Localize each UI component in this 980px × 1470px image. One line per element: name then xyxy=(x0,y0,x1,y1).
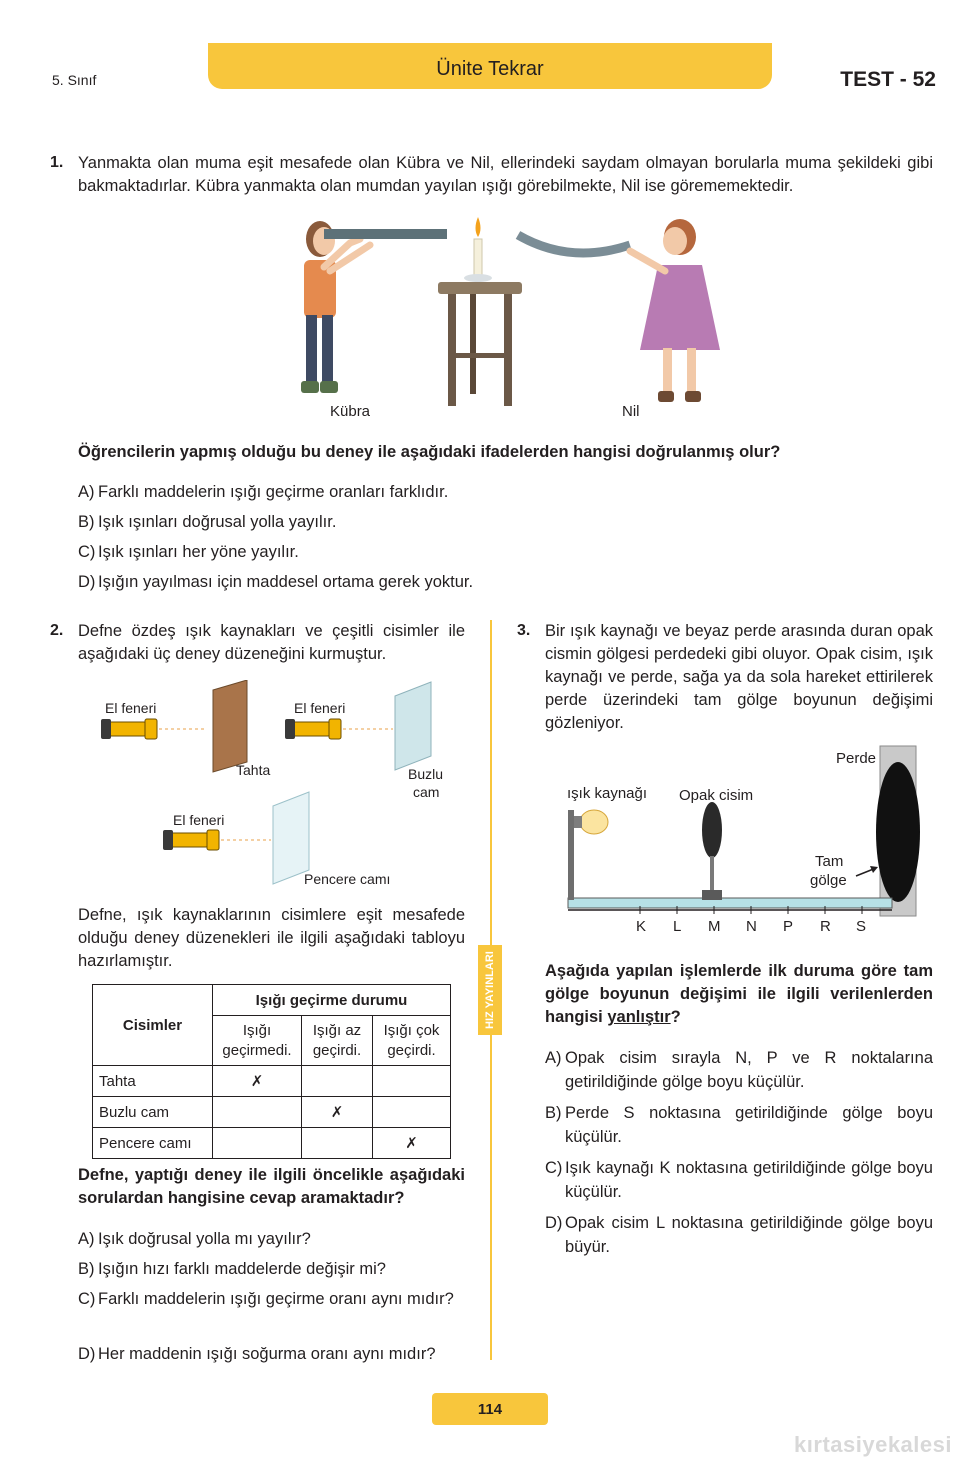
light-source xyxy=(580,810,608,834)
candle-on-stool xyxy=(438,217,522,406)
q2-number: 2. xyxy=(50,622,64,639)
tick-M: M xyxy=(708,918,721,935)
shadow-label-2: gölge xyxy=(810,872,847,889)
q3-option-b[interactable]: B) Perde S noktasına getirildiğinde gölge boyu küçülür. xyxy=(545,1104,933,1146)
screen-label: Perde xyxy=(836,750,877,767)
opaque-object xyxy=(702,802,722,858)
q2-question: Defne, yaptığı deney ile ilgili öncelikle aşağıdaki sorulardan hangisine cevap aramaktadır? xyxy=(78,1166,465,1207)
tick-R: R xyxy=(820,918,831,935)
q1-option-d[interactable]: D) Işığın yayılması için maddesel ortama gerek yoktur. xyxy=(78,573,474,591)
q1-question: Öğrencilerin yapmış olduğu bu deney ile aşağıdaki ifadelerden hangisi doğrulanmış olur? xyxy=(78,443,781,461)
q3-text: Bir ışık kaynağı ve beyaz perde arasında duran opak cismin gölgesi perdedeki gibi oluyor. Opak cisim, ışık kaynağı ve perde, sağa ya da sola hareket ettirilerek perde üzerindeki tam gölge boyunun değişimi gözleniyor. xyxy=(545,622,933,732)
q2-option-d[interactable]: D) Her maddenin ışığı soğurma oranı aynı mıdır? xyxy=(78,1345,436,1363)
source-label: ışık kaynağı xyxy=(567,785,648,802)
shadow-label-1: Tam xyxy=(815,853,844,870)
nil-label: Nil xyxy=(622,403,640,420)
nil-curved-tube xyxy=(518,235,630,253)
nil-illustration xyxy=(630,219,720,402)
rail xyxy=(568,898,892,908)
q3-option-a[interactable]: A) Opak cisim sırayla N, P ve R noktalarına getirildiğinde gölge boyu küçülür. xyxy=(545,1049,933,1091)
q1-number: 1. xyxy=(50,154,64,171)
flashlight-3 xyxy=(163,830,219,850)
full-shadow xyxy=(876,762,920,902)
kubra-illustration xyxy=(301,221,370,393)
tick-N: N xyxy=(746,918,757,935)
q3-option-d[interactable]: D) Opak cisim L noktasına getirildiğinde gölge boyu büyür. xyxy=(545,1214,933,1256)
header-group: Işığı geçirme durumu xyxy=(213,985,451,1016)
kubra-straight-tube xyxy=(324,229,447,239)
tick-K: K xyxy=(636,918,647,935)
flashlight-1-label: El feneri xyxy=(105,700,157,716)
opaque-label: Opak cisim xyxy=(679,787,754,804)
q3-question: Aşağıda yapılan işlemlerde ilk duruma göre tam gölge boyunun değişimi ile ilgili verilenlerden hangisi yanlıştır? xyxy=(545,962,933,1026)
tick-L: L xyxy=(673,918,682,935)
unit-title-banner: Ünite Tekrar xyxy=(208,43,772,89)
flashlight-1 xyxy=(101,719,157,739)
wood-board xyxy=(213,680,247,772)
grade-label: 5. Sınıf xyxy=(52,72,97,88)
header-objects: Cisimler xyxy=(93,985,213,1066)
window-label: Pencere camı xyxy=(304,871,391,887)
table-row: Tahta ✗ xyxy=(93,1066,451,1097)
q1-text: Yanmakta olan muma eşit mesafede olan Kübra ve Nil, ellerindeki saydam olmayan borularla muma şekildeki gibi bakmaktadırlar. Kübra yanmakta olan mumdan yayılan ışığı görebilmekte, Nil ise görememektedir. xyxy=(78,154,933,195)
wood-label: Tahta xyxy=(236,762,271,778)
q2-text: Defne özdeş ışık kaynakları ve çeşitli cisimler ile aşağıdaki üç deney düzeneğini kurmuştur. xyxy=(78,622,465,663)
header-sub3: Işığı çok geçirdi. xyxy=(373,1016,451,1066)
flashlight-3-label: El feneri xyxy=(173,812,225,828)
header-sub1: Işığı geçirmedi. xyxy=(213,1016,302,1066)
frosted-label-1: Buzlu xyxy=(408,766,444,782)
source-stand xyxy=(568,810,574,900)
transmission-table xyxy=(92,984,451,1159)
flashlight-2 xyxy=(285,719,341,739)
kubra-label: Kübra xyxy=(330,403,371,420)
q1-option-a[interactable]: A) Farklı maddelerin ışığı geçirme oranları farklıdır. xyxy=(78,483,449,501)
page-number: 114 xyxy=(432,1393,548,1425)
flashlight-2-label: El feneri xyxy=(294,700,346,716)
q2-option-c[interactable]: C) Farklı maddelerin ışığı geçirme oranı aynı mıdır? xyxy=(78,1290,454,1308)
q2-text2: Defne, ışık kaynaklarının cisimlere eşit mesafede olduğu deney düzenekleri ile ilgili aşağıdaki tabloyu hazırlamıştır. xyxy=(78,906,465,970)
table-row: Pencere camı ✗ xyxy=(93,1128,451,1159)
frosted-label-2: cam xyxy=(413,784,440,800)
q3-number: 3. xyxy=(517,622,531,639)
test-number: TEST - 52 xyxy=(840,68,936,91)
q2-option-b[interactable]: B) Işığın hızı farklı maddelerde değişir mi? xyxy=(78,1260,386,1278)
watermark: kırtasiyekalesi xyxy=(794,1432,952,1457)
q1-option-c[interactable]: C) Işık ışınları her yöne yayılır. xyxy=(78,543,299,561)
q1-figure xyxy=(280,205,740,420)
tick-S: S xyxy=(856,918,867,935)
q3-option-c[interactable]: C) Işık kaynağı K noktasına getirildiğinde gölge boyu küçülür. xyxy=(545,1159,933,1201)
q1-option-b[interactable]: B) Işık ışınları doğrusal yolla yayılır. xyxy=(78,513,337,531)
table-row: Buzlu cam ✗ xyxy=(93,1097,451,1128)
q2-option-a[interactable]: A) Işık doğrusal yolla mı yayılır? xyxy=(78,1230,311,1248)
q3-figure xyxy=(560,740,930,940)
frosted-glass xyxy=(395,682,431,770)
header-sub2: Işığı az geçirdi. xyxy=(302,1016,373,1066)
publisher-brand: HIZ YAYINLARI xyxy=(478,945,502,1035)
tick-P: P xyxy=(783,918,794,935)
